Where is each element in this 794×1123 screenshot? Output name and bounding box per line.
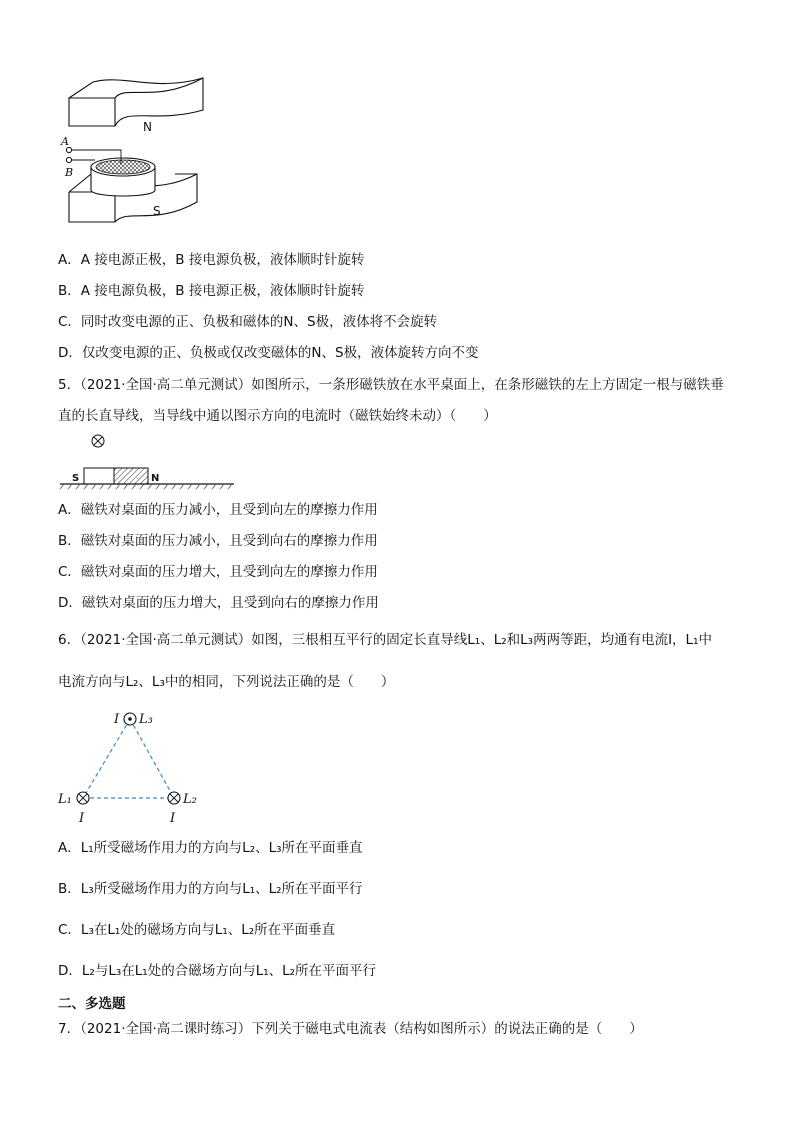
fig1-label-s: S — [153, 204, 161, 218]
q4-option-a: A．A 接电源正极，B 接电源负极，液体顺时针旋转 — [58, 252, 365, 268]
current-out-of-page-icon — [124, 713, 136, 725]
q6-stem-line2: 电流方向与L₂、L₃中的相同，下列说法正确的是（ ） — [58, 674, 395, 690]
current-into-page-icon — [77, 792, 89, 804]
q5-option-a: A．磁铁对桌面的压力减小，且受到向左的摩擦力作用 — [58, 502, 378, 518]
fig3-label-i-right: I — [170, 811, 176, 826]
q5-option-c: C．磁铁对桌面的压力增大，且受到向左的摩擦力作用 — [58, 564, 378, 580]
section-heading: 二、多选题 — [58, 996, 126, 1012]
q5-stem-line1: 5．（2021·全国·高二单元测试）如图所示，一条形磁铁放在水平桌面上，在条形磁铁的左上方固定一根与磁铁垂 — [58, 377, 724, 393]
fig1-label-n: N — [143, 120, 152, 134]
fig1-label-b: B — [65, 166, 74, 179]
q6-option-a: A．L₁所受磁场作用力的方向与L₂、L₃所在平面垂直 — [58, 840, 363, 856]
q6-option-d: D．L₂与L₃在L₁处的合磁场方向与L₁、L₂所在平面平行 — [58, 963, 377, 979]
fig2-label-n: N — [151, 473, 160, 484]
q7-stem: 7．（2021·全国·高二课时练习）下列关于磁电式电流表（结构如图所示）的说法正确的是（ ） — [58, 1021, 643, 1037]
q6-option-b: B．L₃所受磁场作用力的方向与L₁、L₂所在平面平行 — [58, 881, 363, 897]
q4-option-b: B．A 接电源负极，B 接电源正极，液体顺时针旋转 — [58, 283, 365, 299]
fig3-label-l3: L₃ — [139, 712, 153, 727]
fig2-label-s: S — [72, 473, 80, 484]
q6-option-c: C．L₃在L₁处的磁场方向与L₁、L₂所在平面垂直 — [58, 922, 336, 938]
q5-option-b: B．磁铁对桌面的压力减小，且受到向右的摩擦力作用 — [58, 533, 378, 549]
q4-option-c: C．同时改变电源的正、负极和磁体的N、S极，液体将不会旋转 — [58, 314, 438, 330]
fig3-label-l2: L₂ — [183, 792, 197, 807]
q4-option-d: D．仅改变电源的正、负极或仅改变磁体的N、S极，液体旋转方向不变 — [58, 345, 479, 361]
fig1-label-a: A — [61, 135, 69, 148]
q6-stem-line1: 6．（2021·全国·高二单元测试）如图，三根相互平行的固定长直导线L₁、L₂和L₃两两等距，均通有电流I，L₁中 — [58, 632, 712, 648]
q5-option-d: D．磁铁对桌面的压力增大，且受到向右的摩擦力作用 — [58, 595, 379, 611]
fig3-label-i-left: I — [79, 811, 85, 826]
three-wires-figure — [55, 703, 215, 828]
fig3-label-l1: L₁ — [58, 792, 72, 807]
q5-stem-line2: 直的长直导线，当导线中通以图示方向的电流时（磁铁始终未动）（ ） — [58, 408, 497, 424]
bar-magnet-figure — [58, 430, 238, 490]
current-into-page-icon — [168, 792, 180, 804]
current-into-page-icon — [92, 435, 104, 447]
magnet-liquid-figure — [55, 70, 215, 240]
fig3-label-i-top: I — [114, 712, 120, 727]
